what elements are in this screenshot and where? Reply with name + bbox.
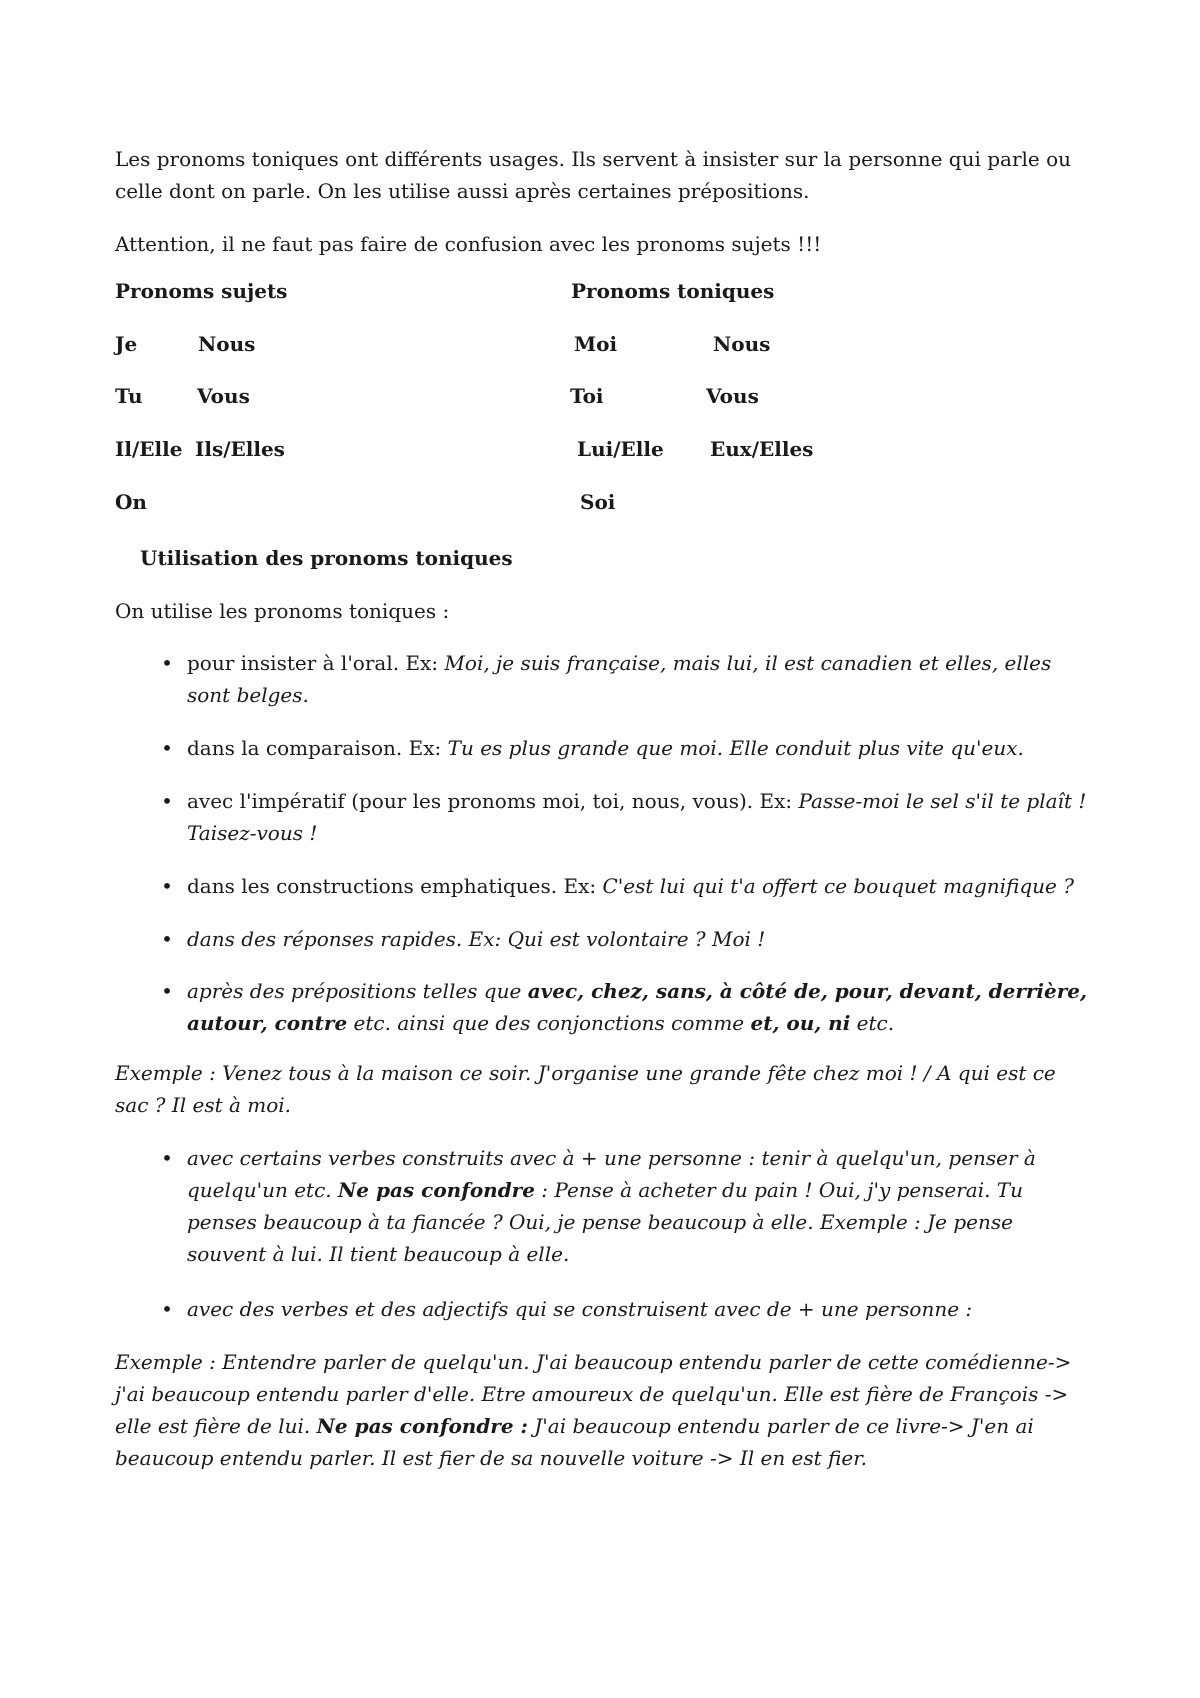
example-text: Passe-moi le sel s'il te plaît ! Taisez-vous ! (187, 789, 1087, 845)
example-text: C'est lui qui t'a offert ce bouquet magnifique ? (602, 874, 1074, 898)
list-item-text: après des prépositions telles que (187, 979, 528, 1003)
tonic-pronoun-cell: Toi (570, 384, 604, 408)
tonic-pronoun-cell: Eux/Elles (710, 437, 814, 461)
subject-pronoun-cell: On (115, 490, 147, 514)
subject-pronoun-cell: Il/Elle (115, 437, 183, 461)
list-item-text: dans des réponses rapides. Ex: Qui est volontaire ? Moi ! (187, 927, 766, 951)
subject-pronoun-cell: Tu (115, 384, 143, 408)
bullet-icon: • (161, 1146, 173, 1170)
bullet-icon: • (161, 1297, 173, 1321)
section-heading: Utilisation des pronoms toniques (140, 546, 513, 570)
example-text: Tu es plus grande que moi. Elle conduit plus vite qu'eux. (447, 736, 1024, 760)
tonic-pronoun-cell: Vous (706, 384, 759, 408)
example-text: Moi, je suis française, mais lui, il est canadien et elles, elles sont belges. (187, 651, 1052, 707)
subject-pronoun-cell: Ils/Elles (195, 437, 285, 461)
bullet-icon: • (161, 874, 173, 898)
bullet-icon: • (161, 979, 173, 1003)
list-item-text: etc. (850, 1011, 895, 1035)
list-item (161, 732, 1092, 764)
warning-label: Ne pas confondre (338, 1178, 535, 1202)
example-paragraph (115, 1346, 1090, 1474)
list-item (161, 975, 1092, 1039)
conjunctions-list: et, ou, ni (750, 1011, 851, 1035)
bullet-icon: • (161, 789, 173, 813)
bullet-icon: • (161, 736, 173, 760)
subject-pronouns-header: Pronoms sujets (115, 279, 288, 303)
subject-pronoun-cell: Vous (197, 384, 250, 408)
list-item (161, 785, 1092, 849)
tonic-pronoun-cell: Moi (574, 332, 618, 356)
example-text: J'ai beaucoup entendu parler de ce livre-> J'en ai beaucoup entendu parler. Il est fier de sa nouvelle voiture -> Il en est fier. (115, 1414, 1034, 1470)
list-item-text: dans les constructions emphatiques. Ex: (187, 874, 603, 898)
list-item-text: dans la comparaison. Ex: (187, 736, 448, 760)
list-item (161, 1293, 1092, 1325)
prepositions-list: avec, chez, sans, à côté de, pour, devant, derrière, autour, contre (187, 979, 1087, 1035)
bullet-icon: • (161, 927, 173, 951)
subject-pronoun-cell: Nous (198, 332, 256, 356)
intro-paragraph: Les pronoms toniques ont différents usages. Ils servent à insister sur la personne qui parle ou celle dont on parle. On les utilise aussi après certaines prépositions. (115, 147, 1072, 203)
tonic-pronoun-cell: Nous (713, 332, 771, 356)
list-item-text: etc. ainsi que des conjonctions comme (347, 1011, 751, 1035)
bullet-icon: • (161, 651, 173, 675)
list-item-text: avec certains verbes construits avec à + une personne : tenir à quelqu'un, penser à quelqu'un etc. (187, 1146, 1036, 1202)
example-text: Exemple : Entendre parler de quelqu'un. J'ai beaucoup entendu parler de cette comédienne-> j'ai beaucoup entendu parler d'elle. Etre amoureux de quelqu'un. Elle est fière de François -> elle est fière de lui. (115, 1350, 1072, 1438)
list-item-text: : Pense à acheter du pain ! Oui, j'y penserai. Tu penses beaucoup à ta fiancée ? Oui, je pense beaucoup à elle. Exemple : Je pense souvent à lui. Il tient beaucoup à elle. (187, 1178, 1024, 1266)
list-item-text: avec des verbes et des adjectifs qui se construisent avec de + une personne : (187, 1297, 973, 1321)
tonic-pronoun-cell: Soi (580, 490, 616, 514)
list-item-text: avec l'impératif (pour les pronoms moi, toi, nous, vous). Ex: (187, 789, 799, 813)
example-paragraph: Exemple : Venez tous à la maison ce soir. J'organise une grande fête chez moi ! / A qui est ce sac ? Il est à moi. (115, 1061, 1056, 1117)
list-item (161, 870, 1092, 902)
tonic-pronouns-header: Pronoms toniques (571, 279, 775, 303)
subject-pronoun-cell: Je (115, 332, 138, 356)
tonic-pronoun-cell: Lui/Elle (577, 437, 664, 461)
warning-label: Ne pas confondre : (316, 1414, 528, 1438)
list-item-text: pour insister à l'oral. Ex: (187, 651, 445, 675)
list-item (161, 647, 1092, 711)
attention-paragraph: Attention, il ne faut pas faire de confusion avec les pronoms sujets !!! (115, 232, 822, 256)
list-item (161, 1142, 1092, 1270)
list-item (161, 923, 1092, 955)
lead-paragraph: On utilise les pronoms toniques : (115, 599, 450, 623)
